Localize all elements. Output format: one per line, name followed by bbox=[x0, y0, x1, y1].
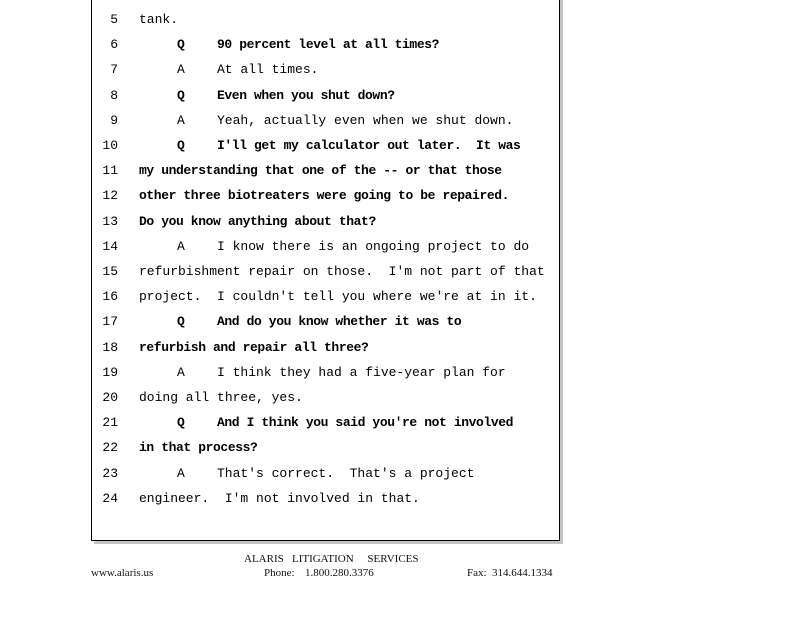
transcript-line bbox=[91, 438, 561, 458]
transcript-line bbox=[91, 388, 561, 408]
transcript-line bbox=[91, 60, 561, 80]
answer-marker: A bbox=[177, 238, 185, 254]
answer-text: At all times. bbox=[217, 62, 319, 78]
question-text: my understanding that one of the -- or that those bbox=[139, 163, 502, 179]
line-number: 14 bbox=[102, 238, 118, 254]
line-number: 17 bbox=[102, 314, 118, 330]
footer-website: www.alaris.us bbox=[91, 567, 154, 579]
transcript-line bbox=[91, 287, 561, 307]
transcript-line bbox=[91, 489, 561, 509]
answer-text: Yeah, actually even when we shut down. bbox=[217, 112, 514, 128]
line-number: 22 bbox=[102, 440, 118, 456]
answer-text: engineer. I'm not involved in that. bbox=[139, 490, 420, 506]
transcript-line bbox=[91, 35, 561, 55]
answer-text: refurbishment repair on those. I'm not part of that bbox=[139, 264, 545, 279]
line-number: 20 bbox=[102, 390, 118, 405]
question-marker: Q bbox=[177, 314, 185, 330]
transcript-line bbox=[91, 464, 561, 484]
answer-text: doing all three, yes. bbox=[139, 390, 303, 405]
line-number: 12 bbox=[102, 188, 118, 204]
transcript-line bbox=[91, 312, 561, 332]
line-number: 23 bbox=[102, 465, 118, 481]
question-marker: Q bbox=[177, 37, 185, 53]
transcript-line bbox=[91, 161, 561, 181]
question-text: 90 percent level at all times? bbox=[217, 37, 440, 53]
question-text: in that process? bbox=[139, 440, 258, 456]
question-text: refurbish and repair all three? bbox=[139, 339, 369, 355]
question-text: And I think you said you're not involved bbox=[217, 415, 514, 431]
transcript-line bbox=[91, 111, 561, 131]
transcript-line bbox=[91, 363, 561, 383]
question-text: And do you know whether it was to bbox=[217, 314, 462, 330]
line-number: 9 bbox=[110, 112, 118, 128]
line-number: 19 bbox=[102, 364, 118, 380]
answer-text: I think they had a five-year plan for bbox=[217, 364, 506, 380]
question-text: I'll get my calculator out later. It was bbox=[217, 138, 521, 153]
answer-marker: A bbox=[177, 364, 185, 380]
footer-fax: 314.644.1334 bbox=[492, 567, 553, 579]
line-number: 6 bbox=[110, 37, 118, 53]
transcript-line bbox=[91, 186, 561, 206]
footer-phone-label: Phone: bbox=[264, 567, 295, 579]
line-number: 16 bbox=[102, 289, 118, 305]
question-marker: Q bbox=[177, 87, 185, 103]
answer-marker: A bbox=[177, 465, 185, 481]
answer-text: project. I couldn't tell you where we're at in it. bbox=[139, 289, 537, 305]
transcript-line bbox=[91, 413, 561, 433]
question-marker: Q bbox=[177, 415, 185, 431]
transcript-line bbox=[91, 10, 561, 30]
transcript-line bbox=[91, 338, 561, 358]
transcript-line bbox=[91, 212, 561, 232]
transcript-line bbox=[91, 237, 561, 257]
answer-text: That's correct. That's a project bbox=[217, 465, 475, 481]
line-number: 10 bbox=[102, 138, 118, 153]
answer-text: tank. bbox=[139, 12, 179, 27]
line-number: 21 bbox=[102, 415, 118, 431]
line-number: 7 bbox=[110, 62, 118, 78]
answer-text: I know there is an ongoing project to do bbox=[217, 238, 530, 254]
footer-fax-label: Fax: bbox=[467, 567, 487, 579]
line-number: 5 bbox=[110, 12, 118, 27]
line-number: 11 bbox=[102, 163, 118, 179]
line-number: 18 bbox=[102, 339, 118, 355]
question-text: other three biotreaters were going to be repaired. bbox=[139, 188, 510, 204]
transcript-line bbox=[91, 136, 561, 156]
question-text: Do you know anything about that? bbox=[139, 213, 376, 229]
answer-marker: A bbox=[177, 112, 185, 128]
transcript-line bbox=[91, 262, 561, 282]
question-marker: Q bbox=[177, 138, 185, 153]
line-number: 24 bbox=[102, 490, 118, 506]
line-number: 15 bbox=[102, 264, 118, 279]
footer-phone: 1.800.280.3376 bbox=[305, 567, 374, 579]
transcript-line bbox=[91, 86, 561, 106]
line-number: 13 bbox=[102, 213, 118, 229]
footer-company: ALARIS LITIGATION SERVICES bbox=[244, 553, 419, 565]
line-number: 8 bbox=[110, 87, 118, 103]
answer-marker: A bbox=[177, 62, 185, 78]
question-text: Even when you shut down? bbox=[217, 87, 395, 103]
